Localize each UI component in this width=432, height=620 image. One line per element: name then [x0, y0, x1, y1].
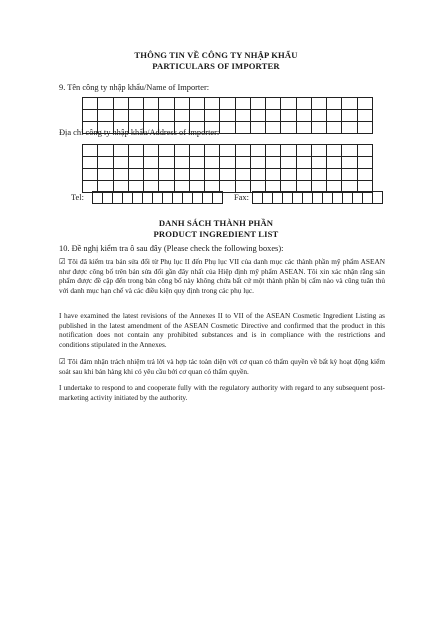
- grid-cell[interactable]: [266, 145, 281, 157]
- grid-cell[interactable]: [144, 169, 159, 181]
- grid-cell[interactable]: [358, 110, 373, 122]
- grid-cell[interactable]: [220, 110, 235, 122]
- grid-cell[interactable]: [342, 157, 357, 169]
- ingredients-title-en: PRODUCT INGREDIENT LIST: [153, 229, 279, 239]
- grid-cell[interactable]: [342, 169, 357, 181]
- char-box[interactable]: [123, 192, 133, 204]
- importer-address-label: Địa chỉ công ty nhập khẩu/Address of importer:: [59, 128, 220, 137]
- grid-cell[interactable]: [358, 98, 373, 110]
- grid-cell[interactable]: [220, 157, 235, 169]
- char-box[interactable]: [373, 192, 383, 204]
- grid-cell[interactable]: [98, 169, 113, 181]
- char-box[interactable]: [353, 192, 363, 204]
- grid-cell[interactable]: [190, 145, 205, 157]
- grid-cell[interactable]: [327, 98, 342, 110]
- grid-cell[interactable]: [358, 145, 373, 157]
- grid-cell[interactable]: [175, 157, 190, 169]
- grid-cell[interactable]: [129, 157, 144, 169]
- grid-cell[interactable]: [114, 145, 129, 157]
- char-box[interactable]: [113, 192, 123, 204]
- grid-cell[interactable]: [251, 157, 266, 169]
- grid-cell[interactable]: [144, 157, 159, 169]
- grid-cell[interactable]: [236, 157, 251, 169]
- grid-cell[interactable]: [251, 145, 266, 157]
- grid-cell[interactable]: [312, 98, 327, 110]
- grid-cell[interactable]: [175, 110, 190, 122]
- grid-cell[interactable]: [114, 157, 129, 169]
- grid-cell[interactable]: [205, 98, 220, 110]
- grid-cell[interactable]: [327, 110, 342, 122]
- char-box[interactable]: [93, 192, 103, 204]
- grid-cell[interactable]: [266, 98, 281, 110]
- grid-cell[interactable]: [220, 169, 235, 181]
- grid-cell[interactable]: [266, 110, 281, 122]
- grid-cell[interactable]: [342, 110, 357, 122]
- char-box[interactable]: [193, 192, 203, 204]
- grid-cell[interactable]: [159, 169, 174, 181]
- char-box[interactable]: [213, 192, 223, 204]
- checkbox-checked-icon[interactable]: ☑: [59, 357, 66, 366]
- char-box[interactable]: [153, 192, 163, 204]
- grid-cell[interactable]: [312, 157, 327, 169]
- grid-cell[interactable]: [358, 169, 373, 181]
- grid-cell[interactable]: [281, 98, 296, 110]
- grid-cell[interactable]: [159, 145, 174, 157]
- grid-cell[interactable]: [312, 169, 327, 181]
- char-box[interactable]: [183, 192, 193, 204]
- importer-title-en: PARTICULARS OF IMPORTER: [152, 61, 280, 71]
- grid-cell[interactable]: [114, 98, 129, 110]
- char-box[interactable]: [293, 192, 303, 204]
- check1-vi-paragraph: [59, 257, 385, 295]
- char-box[interactable]: [173, 192, 183, 204]
- importer-name-label: 9. Tên công ty nhập khẩu/Name of Importer:: [59, 83, 210, 92]
- grid-cell[interactable]: [114, 169, 129, 181]
- grid-cell[interactable]: [190, 169, 205, 181]
- char-box[interactable]: [103, 192, 113, 204]
- grid-cell[interactable]: [236, 181, 251, 193]
- char-box[interactable]: [333, 192, 343, 204]
- check1-vi-text: Tôi đã kiểm tra bản sửa đổi từ Phụ lục II đến Phụ lục VII của danh mục các thành phần mỹ phẩm ASEAN như được công bố trên bản sửa đổi gần đây nhất của Hiệp định mỹ phẩm ASEAN. Tôi xin xác nhận rằng sản phẩm được đề cập đến trong bản công bố này không chứa bất cứ một thành phần bị cấm nào và cũng tuân thủ với danh mục hạn chế và các điều kiện quy định trong các phụ lục.: [59, 257, 385, 295]
- grid-cell[interactable]: [251, 98, 266, 110]
- grid-cell[interactable]: [175, 145, 190, 157]
- grid-cell[interactable]: [190, 157, 205, 169]
- grid-cell[interactable]: [129, 169, 144, 181]
- grid-cell[interactable]: [98, 110, 113, 122]
- grid-cell[interactable]: [129, 110, 144, 122]
- grid-cell[interactable]: [251, 122, 266, 134]
- grid-cell[interactable]: [297, 98, 312, 110]
- check2-vi-paragraph: [59, 357, 385, 376]
- grid-cell[interactable]: [205, 157, 220, 169]
- check2-vi-text: Tôi đảm nhận trách nhiệm trả lời và hợp tác toàn diện với cơ quan có thẩm quyền về bất kỳ hoạt động kiểm soát sau khi bán hàng khi có yêu cầu bởi cơ quan có thẩm quyền.: [59, 357, 385, 376]
- grid-cell[interactable]: [190, 98, 205, 110]
- grid-cell[interactable]: [266, 122, 281, 134]
- grid-cell[interactable]: [98, 98, 113, 110]
- grid-cell[interactable]: [251, 110, 266, 122]
- grid-cell[interactable]: [312, 110, 327, 122]
- grid-cell[interactable]: [190, 110, 205, 122]
- grid-cell[interactable]: [98, 145, 113, 157]
- char-box[interactable]: [163, 192, 173, 204]
- grid-cell[interactable]: [83, 169, 98, 181]
- char-box[interactable]: [283, 192, 293, 204]
- importer-title-vi: THÔNG TIN VỀ CÔNG TY NHẬP KHẨU: [134, 50, 298, 60]
- char-box[interactable]: [303, 192, 313, 204]
- char-box[interactable]: [133, 192, 143, 204]
- char-box[interactable]: [203, 192, 213, 204]
- grid-cell[interactable]: [297, 122, 312, 134]
- grid-cell[interactable]: [297, 110, 312, 122]
- grid-cell[interactable]: [312, 145, 327, 157]
- grid-cell[interactable]: [236, 169, 251, 181]
- grid-cell[interactable]: [281, 157, 296, 169]
- grid-cell[interactable]: [205, 145, 220, 157]
- grid-cell[interactable]: [83, 157, 98, 169]
- grid-cell[interactable]: [358, 122, 373, 134]
- fax-label: Fax:: [234, 193, 249, 202]
- check2-en-paragraph: I undertake to respond to and cooperate fully with the regulatory authority with regard to any subsequent post-marketing activity initiated by the authority.: [59, 383, 385, 402]
- grid-cell[interactable]: [205, 169, 220, 181]
- grid-cell[interactable]: [312, 122, 327, 134]
- tel-boxes[interactable]: [92, 191, 223, 204]
- char-box[interactable]: [253, 192, 263, 204]
- grid-cell[interactable]: [144, 110, 159, 122]
- grid-cell[interactable]: [327, 157, 342, 169]
- grid-cell[interactable]: [342, 98, 357, 110]
- grid-cell[interactable]: [236, 122, 251, 134]
- grid-cell[interactable]: [175, 169, 190, 181]
- grid-cell[interactable]: [159, 110, 174, 122]
- grid-cell[interactable]: [83, 145, 98, 157]
- grid-cell[interactable]: [220, 122, 235, 134]
- grid-cell[interactable]: [327, 145, 342, 157]
- grid-cell[interactable]: [281, 145, 296, 157]
- grid-cell[interactable]: [281, 169, 296, 181]
- grid-cell[interactable]: [144, 145, 159, 157]
- grid-cell[interactable]: [358, 157, 373, 169]
- grid-cell[interactable]: [236, 98, 251, 110]
- grid-cell[interactable]: [236, 145, 251, 157]
- grid-cell[interactable]: [297, 169, 312, 181]
- char-box[interactable]: [143, 192, 153, 204]
- grid-cell[interactable]: [98, 157, 113, 169]
- grid-cell[interactable]: [251, 169, 266, 181]
- grid-cell[interactable]: [236, 110, 251, 122]
- grid-cell[interactable]: [266, 157, 281, 169]
- grid-cell[interactable]: [327, 169, 342, 181]
- char-box[interactable]: [323, 192, 333, 204]
- grid-cell[interactable]: [175, 98, 190, 110]
- grid-cell[interactable]: [220, 145, 235, 157]
- char-box[interactable]: [313, 192, 323, 204]
- grid-cell[interactable]: [281, 110, 296, 122]
- grid-cell[interactable]: [114, 110, 129, 122]
- grid-cell[interactable]: [220, 98, 235, 110]
- grid-cell[interactable]: [342, 122, 357, 134]
- grid-cell[interactable]: [83, 110, 98, 122]
- grid-cell[interactable]: [266, 169, 281, 181]
- char-box[interactable]: [273, 192, 283, 204]
- grid-cell[interactable]: [327, 122, 342, 134]
- grid-cell[interactable]: [129, 145, 144, 157]
- grid-cell[interactable]: [159, 98, 174, 110]
- char-box[interactable]: [363, 192, 373, 204]
- grid-cell[interactable]: [159, 157, 174, 169]
- tel-label: Tel:: [71, 193, 84, 202]
- grid-cell[interactable]: [144, 98, 159, 110]
- grid-cell[interactable]: [342, 145, 357, 157]
- check1-en-paragraph: I have examined the latest revisions of the Annexes II to VII of the ASEAN Cosmetic Ingredient Listing as published in the latest amendment of the ASEAN Cosmetic Directive and confirmed that the product in this notification does not contain any prohibited substances and is in compliance with the restrictions and conditions stipulated in the Annexes.: [59, 311, 385, 349]
- char-box[interactable]: [343, 192, 353, 204]
- ingredients-title-vi: DANH SÁCH THÀNH PHẦN: [158, 218, 274, 228]
- grid-cell[interactable]: [83, 98, 98, 110]
- grid-cell[interactable]: [297, 157, 312, 169]
- grid-cell[interactable]: [297, 145, 312, 157]
- check-instruction: 10. Đề nghị kiểm tra ô sau đây (Please check the following boxes):: [59, 244, 284, 253]
- char-box[interactable]: [263, 192, 273, 204]
- importer-address-grid[interactable]: [82, 144, 373, 193]
- grid-cell[interactable]: [205, 110, 220, 122]
- grid-cell[interactable]: [281, 122, 296, 134]
- checkbox-checked-icon[interactable]: ☑: [59, 257, 66, 266]
- fax-boxes[interactable]: [252, 191, 383, 204]
- grid-cell[interactable]: [129, 98, 144, 110]
